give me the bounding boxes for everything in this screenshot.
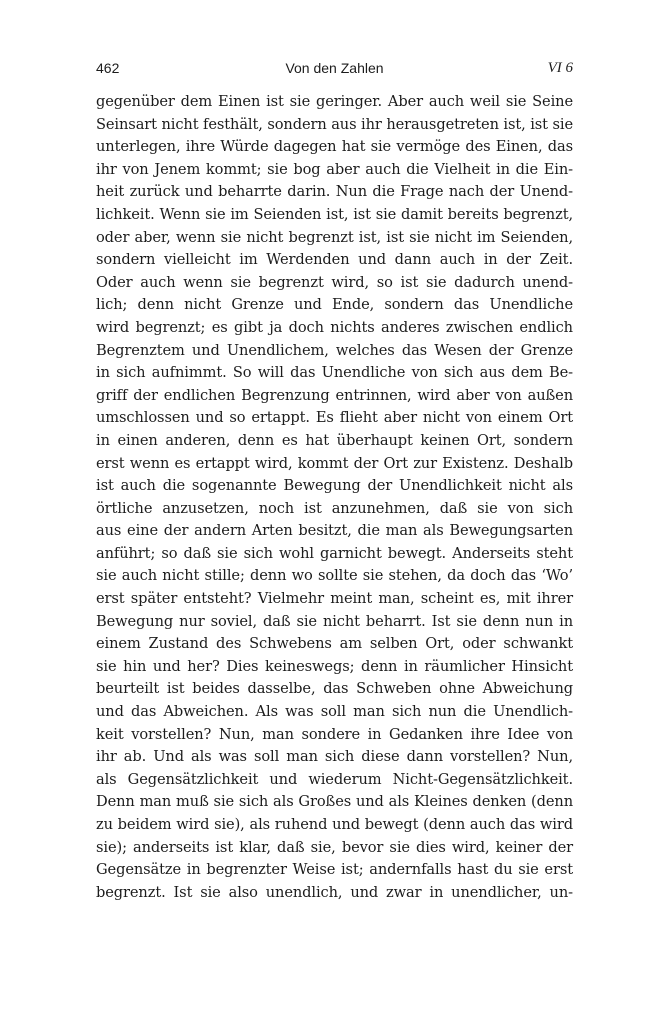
text-line: lichkeit. Wenn sie im Seienden ist, ist sie damit bereits begrenzt, (96, 205, 573, 223)
text-line: begrenzt. Ist sie also unendlich, und zwar in unendlicher, un- (96, 883, 573, 901)
text-line: wird begrenzt; es gibt ja doch nichts anderes zwischen endlich (96, 318, 573, 336)
chapter-title: Von den Zahlen (285, 60, 384, 76)
text-line: in sich aufnimmt. So will das Unendliche von sich aus dem Be- (96, 364, 573, 382)
book-page (96, 0, 573, 1012)
text-line: erst später entsteht? Vielmehr meint man, scheint es, mit ihrer (96, 590, 573, 608)
text-line: örtliche anzusetzen, noch ist anzunehmen, daß sie von sich (96, 499, 573, 517)
text-line: unterlegen, ihre Würde dagegen hat sie vermöge des Einen, das (96, 138, 573, 156)
text-line: Oder auch wenn sie begrenzt wird, so ist sie dadurch unend- (96, 273, 573, 291)
text-line: Begrenztem und Unendlichem, welches das Wesen der Grenze (96, 341, 573, 359)
text-line: als Gegensätzlichkeit und wiederum Nicht-Gegensätzlichkeit. (96, 770, 573, 788)
body-text (96, 91, 573, 904)
text-line: griff der endlichen Begrenzung entrinnen, wird aber von außen (96, 386, 573, 404)
text-line: gegenüber dem Einen ist sie geringer. Aber auch weil sie Seine (96, 93, 573, 110)
text-line: Denn man muß sie sich als Großes und als Kleines denken (denn (96, 793, 573, 811)
text-line: Gegensätze in begrenzter Weise ist; andernfalls hast du sie erst (96, 861, 573, 879)
text-line: sondern vielleicht im Werdenden und dann auch in der Zeit. (96, 251, 573, 269)
text-line: umschlossen und so ertappt. Es flieht aber nicht von einem Ort (96, 409, 573, 427)
text-line: und das Abweichen. Als was soll man sich nun die Unendlich- (96, 703, 573, 721)
text-line: sie hin und her? Dies keineswegs; denn in räumlicher Hinsicht (96, 657, 573, 675)
text-line: aus eine der andern Arten besitzt, die man als Bewegungsarten (96, 522, 573, 540)
text-line: heit zurück und beharrte darin. Nun die Frage nach der Unend- (96, 183, 573, 201)
text-line: anführt; so daß sie sich wohl garnicht bewegt. Anderseits steht (96, 544, 573, 562)
text-line: ist auch die sogenannte Bewegung der Unendlichkeit nicht als (96, 477, 573, 495)
text-line: Seinsart nicht festhält, sondern aus ihr herausgetreten ist, ist sie (96, 115, 573, 133)
text-line: sie); anderseits ist klar, daß sie, bevor sie dies wird, keiner der (96, 838, 573, 856)
text-line: keit vorstellen? Nun, man sondere in Gedanken ihre Idee von (96, 725, 573, 743)
text-line: ihr von Jenem kommt; sie bog aber auch die Vielheit in die Ein- (96, 160, 573, 178)
text-line: erst wenn es ertappt wird, kommt der Ort zur Existenz. Deshalb (96, 454, 573, 472)
text-line: oder aber, wenn sie nicht begrenzt ist, ist sie nicht im Seienden, (96, 228, 573, 246)
text-line: in einen anderen, denn es hat überhaupt keinen Ort, sondern (96, 431, 573, 449)
text-line: ihr ab. Und als was soll man sich diese dann vorstellen? Nun, (96, 748, 573, 766)
text-line: einem Zustand des Schwebens am selben Ort, oder schwankt (96, 635, 573, 653)
text-line: Bewegung nur soviel, daß sie nicht beharrt. Ist sie denn nun in (96, 612, 573, 630)
page-number: 462 (96, 60, 120, 76)
running-head (96, 57, 573, 79)
text-line: beurteilt ist beides dasselbe, das Schweben ohne Abweichung (96, 680, 573, 698)
text-line: sie auch nicht stille; denn wo sollte sie stehen, da doch das ‘Wo’ (96, 567, 573, 585)
text-line: zu beidem wird sie), als ruhend und bewegt (denn auch das wird (96, 816, 573, 833)
text-line: lich; denn nicht Grenze und Ende, sondern das Unendliche (96, 296, 573, 314)
section-marker: VI 6 (547, 60, 573, 76)
